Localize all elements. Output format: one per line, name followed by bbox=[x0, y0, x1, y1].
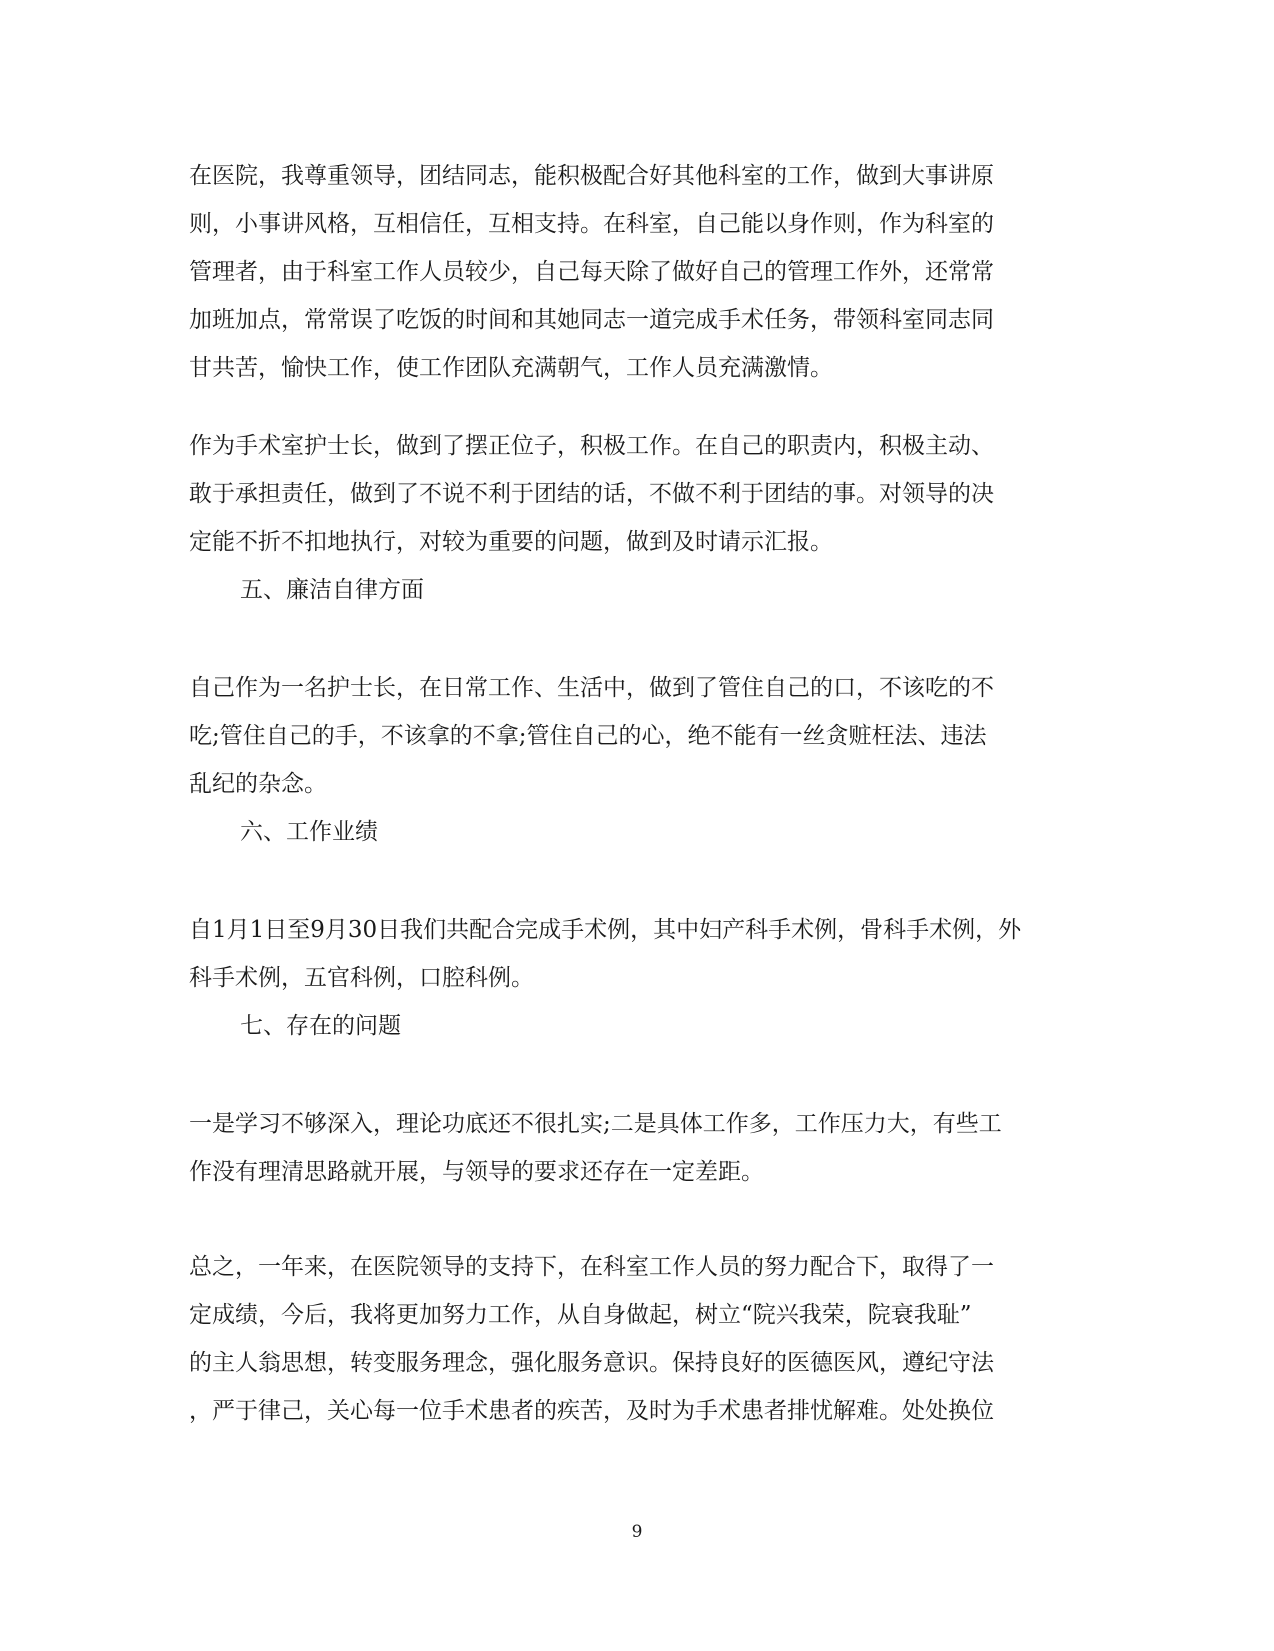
paragraph-integrity bbox=[189, 664, 1079, 808]
text-line: 自1月1日至9月30日我们共配合完成手术例，其中妇产科手术例，骨科手术例，外 bbox=[189, 917, 1022, 943]
paragraph-problems bbox=[189, 1100, 1079, 1196]
text-line: 自己作为一名护士长，在日常工作、生活中，做到了管住自己的口，不该吃的不 bbox=[189, 675, 994, 701]
text-line: 作没有理清思路就开展，与领导的要求还存在一定差距。 bbox=[189, 1159, 764, 1185]
paragraph-teamwork bbox=[189, 152, 1079, 392]
text-line: 在医院，我尊重领导，团结同志，能积极配合好其他科室的工作，做到大事讲原 bbox=[189, 163, 994, 189]
paragraph-performance bbox=[189, 906, 1079, 1002]
text-line: 乱纪的杂念。 bbox=[189, 771, 327, 797]
paragraph-head-nurse-duties bbox=[189, 422, 1079, 566]
text-line: 敢于承担责任，做到了不说不利于团结的话，不做不利于团结的事。对领导的决 bbox=[189, 481, 994, 507]
section-heading-performance: 六、工作业绩 bbox=[240, 819, 378, 845]
text-line: ，严于律己，关心每一位手术患者的疾苦，及时为手术患者排忧解难。处处换位 bbox=[189, 1398, 994, 1424]
text-line: 的主人翁思想，转变服务理念，强化服务意识。保持良好的医德医风，遵纪守法 bbox=[189, 1350, 994, 1376]
page-number: 9 bbox=[631, 1522, 643, 1542]
paragraph-summary bbox=[189, 1243, 1079, 1435]
text-line: 定能不折不扣地执行，对较为重要的问题，做到及时请示汇报。 bbox=[189, 529, 833, 555]
text-line: 加班加点，常常误了吃饭的时间和其她同志一道完成手术任务，带领科室同志同 bbox=[189, 307, 994, 333]
text-line: 总之，一年来，在医院领导的支持下，在科室工作人员的努力配合下，取得了一 bbox=[189, 1254, 994, 1280]
section-heading-integrity: 五、廉洁自律方面 bbox=[240, 577, 424, 603]
text-line: 则，小事讲风格，互相信任，互相支持。在科室，自己能以身作则，作为科室的 bbox=[189, 211, 994, 237]
text-line: 吃;管住自己的手，不该拿的不拿;管住自己的心，绝不能有一丝贪赃枉法、违法 bbox=[189, 723, 987, 749]
text-line: 甘共苦，愉快工作，使工作团队充满朝气，工作人员充满激情。 bbox=[189, 355, 833, 381]
text-line: 作为手术室护士长，做到了摆正位子，积极工作。在自己的职责内，积极主动、 bbox=[189, 433, 994, 459]
text-line: 管理者，由于科室工作人员较少，自己每天除了做好自己的管理工作外，还常常 bbox=[189, 259, 994, 285]
text-line: 一是学习不够深入，理论功底还不很扎实;二是具体工作多，工作压力大，有些工 bbox=[189, 1111, 1002, 1137]
text-line: 定成绩，今后，我将更加努力工作，从自身做起，树立“院兴我荣，院衰我耻” bbox=[189, 1302, 972, 1328]
text-line: 科手术例，五官科例，口腔科例。 bbox=[189, 965, 534, 991]
section-heading-problems: 七、存在的问题 bbox=[240, 1013, 401, 1039]
